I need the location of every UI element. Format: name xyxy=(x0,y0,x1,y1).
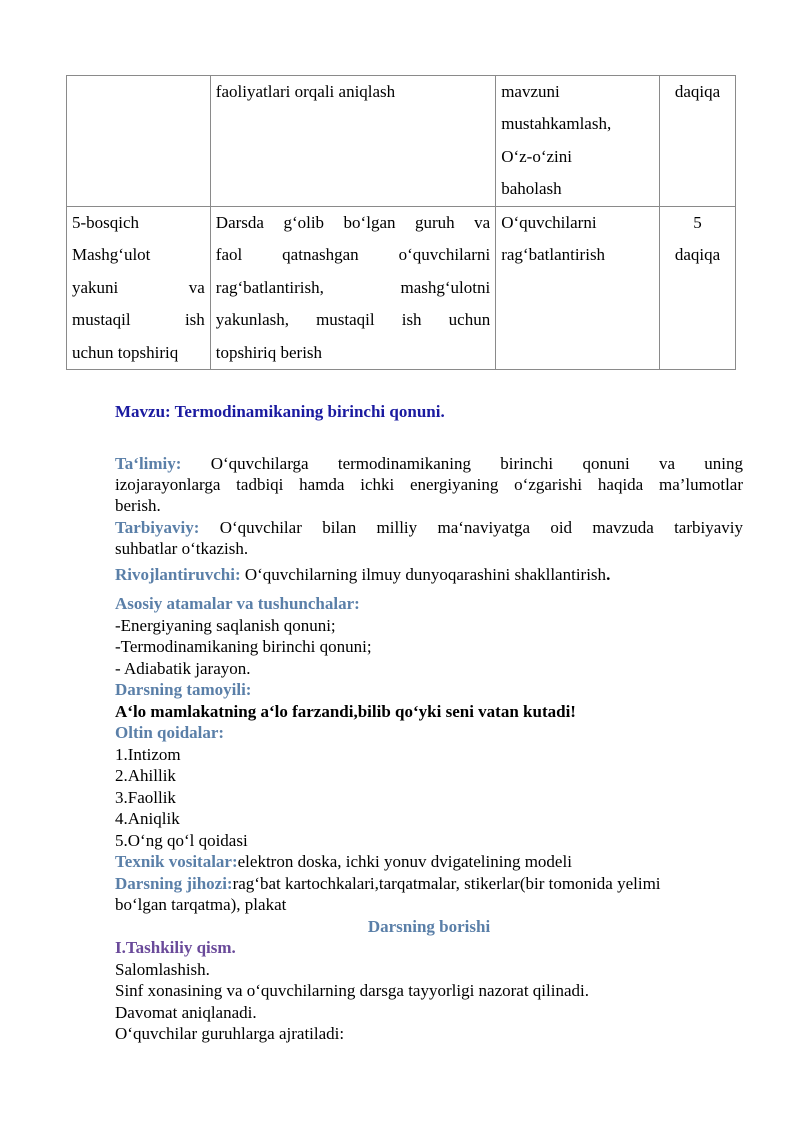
cell-line: 5 xyxy=(693,213,702,232)
educational-goal-label: Ta‘limiy: xyxy=(115,454,182,473)
cell-line: Darsda g‘olib bo‘lgan guruh va xyxy=(215,213,491,232)
organizational-item: Sinf xonasining va o‘quvchilarning darsga tayyorligi nazorat qilinadi. xyxy=(115,981,589,1000)
lesson-plan-table xyxy=(66,75,736,370)
cell-line: topshiriq berish xyxy=(215,342,323,362)
golden-rules-label: Oltin qoidalar: xyxy=(115,723,225,742)
cell-text: daqiqa xyxy=(674,82,721,101)
educational-goal-text: O‘quvchilarga termodinamikaning birinchi qonuni va uning xyxy=(181,454,743,473)
cell-line: yakuni va xyxy=(72,277,205,297)
upbringing-goal-label: Tarbiyaviy: xyxy=(115,518,200,537)
golden-rule-item: 4.Aniqlik xyxy=(115,809,180,828)
lesson-equipment-text: rag‘bat kartochkalari,tarqatmalar, stikerlar(bir tomonida yelimi xyxy=(232,873,661,893)
technical-tools-label: Texnik vositalar: xyxy=(115,852,238,871)
upbringing-goal-text: suhbatlar o‘tkazish. xyxy=(115,539,249,558)
cell-line: daqiqa xyxy=(674,245,721,265)
organizational-item: Davomat aniqlanadi. xyxy=(115,1002,257,1022)
cell-line: rag‘batlantirish xyxy=(501,245,606,265)
developmental-goal-text: O‘quvchilarning ilmuy dunyoqarashini shakllantirish xyxy=(240,565,607,584)
topic-heading xyxy=(115,402,743,422)
developmental-goal-dot: . xyxy=(606,565,611,584)
cell-line: faol qatnashgan o‘quvchilarni xyxy=(215,245,491,265)
key-term-item: -Energiyaning saqlanish qonuni; xyxy=(115,615,336,635)
cell-line: 5-bosqich xyxy=(72,213,140,232)
lesson-principle-text: A‘lo mamlakatning a‘lo farzandi,bilib qo‘yki seni vatan kutadi! xyxy=(115,701,576,721)
technical-tools-text: elektron doska, ichki yonuv dvigatelining modeli xyxy=(237,852,572,871)
cell-line: O‘quvchilarni xyxy=(501,213,597,232)
table-cell-student-activity xyxy=(496,207,660,370)
lesson-equipment-label: Darsning jihozi: xyxy=(115,873,233,893)
key-term-item: - Adiabatik jarayon. xyxy=(115,658,251,678)
table-cell-time xyxy=(660,76,736,207)
golden-rule-item: 1.Intizom xyxy=(115,744,181,764)
cell-line: baholash xyxy=(501,179,562,199)
organizational-item: Salomlashish. xyxy=(115,959,210,979)
table-cell-stage xyxy=(67,76,211,207)
golden-rule-item: 5.O‘ng qo‘l qoidasi xyxy=(115,830,248,850)
educational-goal-text: izojarayonlarga tadbiqi hamda ichki energiyaning o‘zgarishi haqida ma’lumotlar xyxy=(115,475,743,494)
table-cell-student-activity xyxy=(496,76,660,207)
table-cell-stage xyxy=(67,207,211,370)
main-content xyxy=(115,593,743,1045)
upbringing-goal xyxy=(115,517,743,559)
cell-text: faoliyatlari orqali aniqlash xyxy=(215,82,396,101)
lesson-principle-label: Darsning tamoyili: xyxy=(115,680,252,699)
cell-line: uchun topshiriq xyxy=(72,342,179,362)
organizational-part-heading: I.Tashkiliy qism. xyxy=(115,938,236,957)
cell-line: O‘z-o‘zini xyxy=(501,146,573,166)
table-cell-activity xyxy=(210,207,495,370)
lesson-equipment-text: bo‘lgan tarqatma), plakat xyxy=(115,895,287,914)
lesson-progress-heading: Darsning borishi xyxy=(367,916,491,936)
golden-rule-item: 2.Ahillik xyxy=(115,766,176,785)
organizational-item: O‘quvchilar guruhlarga ajratiladi: xyxy=(115,1024,345,1043)
educational-goal-text: berish. xyxy=(115,496,161,515)
table-cell-time xyxy=(660,207,736,370)
cell-line: mustaqil ish xyxy=(72,310,205,330)
cell-line: Mashg‘ulot xyxy=(72,245,151,265)
cell-line: yakunlash, mustaqil ish uchun xyxy=(215,310,491,330)
topic-label: Mavzu: Termodinamikaning birinchi qonuni. xyxy=(115,402,445,421)
table-cell-activity xyxy=(210,76,495,207)
upbringing-goal-text: O‘quvchilar bilan milliy ma‘naviyatga oid mavzuda tarbiyaviy xyxy=(199,518,743,537)
developmental-goal-label: Rivojlantiruvchi: xyxy=(115,565,241,584)
golden-rule-item: 3.Faollik xyxy=(115,787,176,807)
cell-line: mustahkamlash, xyxy=(501,114,612,134)
cell-line: rag‘batlantirish, mashg‘ulotni xyxy=(215,277,491,297)
table-row xyxy=(67,76,736,207)
educational-goal xyxy=(115,453,743,516)
key-term-item: -Termodinamikaning birinchi qonuni; xyxy=(115,637,372,656)
developmental-goal xyxy=(115,564,743,585)
cell-line: mavzuni xyxy=(501,82,560,101)
key-terms-label: Asosiy atamalar va tushunchalar: xyxy=(115,594,360,613)
table-row xyxy=(67,207,736,370)
